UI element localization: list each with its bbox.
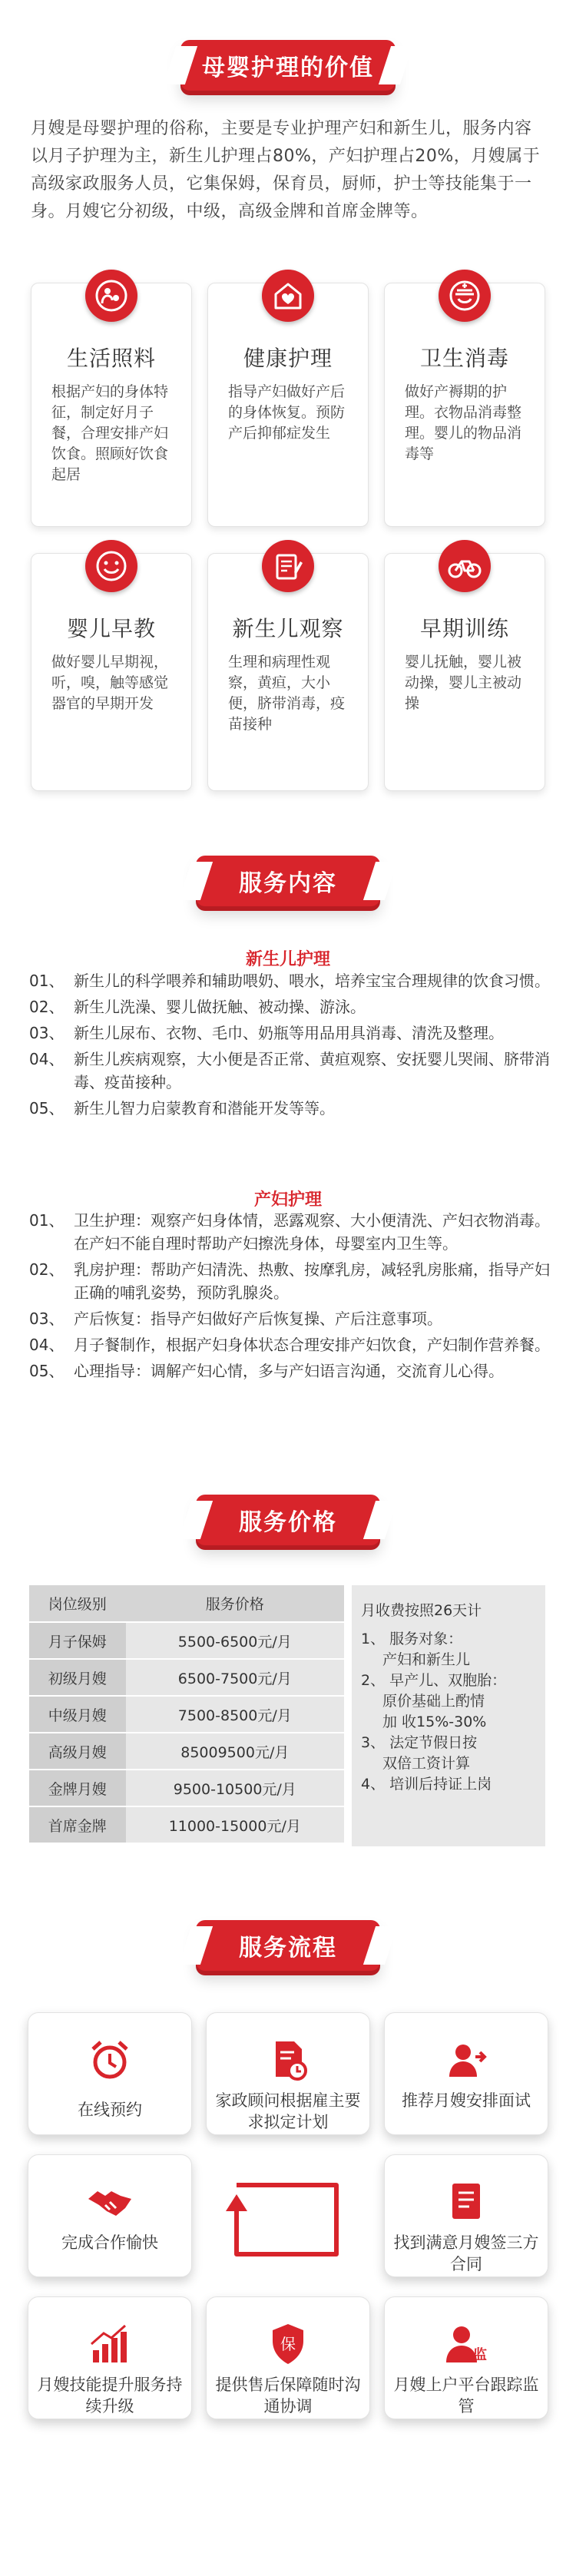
section-title-flow: 服务流程: [239, 1935, 337, 1962]
flow-step: [206, 2012, 370, 2135]
card-desc: 做好产褥期的护理。衣物品消毒整理。婴儿的物品消毒等: [405, 383, 522, 462]
heart-home-icon: [262, 270, 314, 322]
section-title-price: 服务价格: [239, 1509, 337, 1536]
service-card: [31, 283, 192, 527]
table-row: [29, 1622, 344, 1659]
flow-step: [28, 2154, 192, 2277]
service-card: [384, 283, 545, 527]
newborn-care-list: [29, 969, 559, 1123]
price-cell: 11000-15000元/月: [126, 1806, 344, 1843]
table-row: [29, 1696, 344, 1733]
note-line: 3、 法定节假日按: [361, 1734, 478, 1751]
bicycle-icon: [439, 540, 491, 592]
notepad-pen-icon: [262, 540, 314, 592]
flow-label: 找到满意月嫂签三方合同: [393, 2233, 539, 2273]
table-header-row: [29, 1585, 344, 1622]
item-number: 04、: [29, 1050, 65, 1068]
checklist-icon: [439, 2175, 493, 2229]
list-item: [29, 1258, 559, 1304]
header-cell: 服务价格: [126, 1585, 344, 1622]
item-number: 02、: [29, 998, 65, 1016]
service-card: [207, 553, 369, 791]
card-desc: 做好婴儿早期视，听，嗅，触等感觉器官的早期开发: [51, 654, 169, 712]
mother-baby-icon: [85, 270, 137, 322]
intro-paragraph: 月嫂是母婴护理的俗称，主要是专业护理产妇和新生儿，服务内容以月子护理为主，新生儿护理占80%，产妇护理占20%，月嫂属于高级家政服务人员，它集保姆，保育员，厨师，护士等技能集于一身。月嫂它分初级，中级，高级金牌和首席金牌等。: [31, 119, 541, 221]
card-title: 婴儿早教: [66, 616, 156, 641]
section-banner-price: [196, 1495, 380, 1545]
nurse-cap-icon: [439, 270, 491, 322]
item-number: 01、: [29, 1211, 65, 1230]
guarantee-icon-text: 保: [280, 2335, 296, 2353]
item-number: 02、: [29, 1260, 65, 1279]
flow-step: [28, 2296, 192, 2419]
card-title: 生活照料: [66, 346, 156, 371]
card-desc: 根据产妇的身体特征，制定好月子餐，合理安排产妇饮食。照顾好饮食起居: [51, 383, 169, 483]
section-banner-value: [180, 40, 396, 91]
header-cell: 岗位级别: [29, 1585, 126, 1622]
item-text: 新生儿智力启蒙教育和潜能开发等等。: [74, 1099, 335, 1117]
note-line: 月收费按照26天计: [361, 1602, 482, 1619]
item-text: 月子餐制作，根据产妇身体状态合理安排产妇饮食，产妇制作营养餐。: [74, 1336, 550, 1354]
item-number: 03、: [29, 1024, 65, 1042]
document-clock-icon: [261, 2033, 315, 2087]
card-desc: 生理和病理性观察，黄疸，大小便，脐带消毒，疫苗接种: [228, 654, 346, 733]
card-title: 卫生消毒: [419, 346, 509, 371]
card-title: 健康护理: [243, 346, 333, 371]
item-number: 01、: [29, 972, 65, 990]
item-number: 05、: [29, 1099, 65, 1117]
level-cell: 初级月嫂: [29, 1659, 126, 1696]
price-table: [29, 1585, 344, 1844]
flow-step: [28, 2012, 192, 2135]
item-number: 03、: [29, 1310, 65, 1328]
card-title: 早期训练: [419, 616, 509, 641]
growth-chart-icon: [83, 2317, 137, 2371]
flow-step: [384, 2012, 548, 2135]
list-item: [29, 1359, 559, 1382]
price-cell: 5500-6500元/月: [126, 1622, 344, 1659]
flow-label: 在线预约: [78, 2101, 142, 2119]
section-title-value: 母婴护理的价值: [202, 55, 374, 81]
flow-label: 推荐月嫂安排面试: [402, 2091, 531, 2110]
list-item: [29, 1021, 559, 1045]
level-cell: 月子保姆: [29, 1622, 126, 1659]
loop-arrow-icon: [206, 2154, 370, 2277]
flow-label: 完成合作愉快: [61, 2233, 158, 2252]
item-text: 产后恢复：指导产妇做好产后恢复操、产后注意事项。: [74, 1310, 442, 1328]
table-row: [29, 1733, 344, 1770]
card-desc: 指导产妇做好产后的身体恢复。预防产后抑郁症发生: [228, 383, 346, 442]
price-cell: 85009500元/月: [126, 1733, 344, 1770]
note-line: 4、 培训后持证上岗: [361, 1776, 492, 1793]
mother-care-title: 产妇护理: [253, 1190, 322, 1210]
card-desc: 婴儿抚触，婴儿被动操，婴儿主被动操: [405, 654, 522, 712]
section-banner-content: [196, 856, 380, 906]
item-text: 新生儿疾病观察，大小便是否正常、黄疸观察、安抚婴儿哭闹、脐带消毒、疫苗接种。: [74, 1050, 550, 1091]
price-notes: [352, 1585, 545, 1846]
guarantee-shield-icon: [261, 2317, 315, 2371]
level-cell: 首席金牌: [29, 1806, 126, 1843]
note-line: 加 收15%-30%: [382, 1713, 487, 1730]
service-card: [207, 283, 369, 527]
level-cell: 金牌月嫂: [29, 1770, 126, 1806]
supervisor-icon: [439, 2317, 493, 2371]
level-cell: 中级月嫂: [29, 1696, 126, 1733]
flow-step: [384, 2296, 548, 2419]
alarm-clock-icon: [83, 2033, 137, 2087]
item-text: 乳房护理：帮助产妇清洗、热敷、按摩乳房，减轻乳房胀痛，指导产妇正确的哺乳姿势，预防乳腺炎。: [74, 1260, 550, 1302]
table-row: [29, 1659, 344, 1696]
flow-step: [384, 2154, 548, 2277]
flow-label: 月嫂上户平台跟踪监管: [393, 2376, 539, 2415]
level-cell: 高级月嫂: [29, 1733, 126, 1770]
note-line: 产妇和新生儿: [382, 1651, 471, 1668]
flow-label: 家政顾问根据雇主要求拟定计划: [215, 2091, 361, 2131]
handshake-icon: [83, 2175, 137, 2229]
list-item: [29, 1097, 559, 1120]
list-item: [29, 995, 559, 1018]
section-banner-flow: [196, 1920, 380, 1971]
item-text: 新生儿洗澡、婴儿做抚触、被动操、游泳。: [74, 998, 366, 1016]
note-line: 原价基础上酌情: [382, 1693, 485, 1710]
item-number: 04、: [29, 1336, 65, 1354]
newborn-care-title: 新生儿护理: [245, 950, 330, 969]
list-item: [29, 969, 559, 992]
note-line: 双倍工资计算: [382, 1755, 471, 1772]
table-row: [29, 1770, 344, 1806]
card-title: 新生儿观察: [232, 616, 344, 641]
recommend-user-icon: [439, 2033, 493, 2087]
item-text: 新生儿的科学喂养和辅助喂奶、喂水，培养宝宝合理规律的饮食习惯。: [74, 972, 550, 990]
price-cell: 6500-7500元/月: [126, 1659, 344, 1696]
supervise-icon-text: 监: [473, 2347, 487, 2363]
flow-label: 月嫂技能提升服务持续升级: [37, 2376, 183, 2415]
flow-step: [206, 2296, 370, 2419]
mother-care-list: [29, 1209, 559, 1386]
table-row: [29, 1806, 344, 1843]
smile-face-icon: [85, 540, 137, 592]
note-line: 2、 早产儿、双胞胎：: [361, 1672, 507, 1689]
note-line: 1、 服务对象：: [361, 1631, 463, 1647]
flow-label: 提供售后保障随时沟通协调: [215, 2376, 361, 2415]
service-card: [384, 553, 545, 791]
list-item: [29, 1048, 559, 1094]
service-card: [31, 553, 192, 791]
section-title-content: 服务内容: [239, 870, 337, 897]
price-cell: 9500-10500元/月: [126, 1770, 344, 1806]
list-item: [29, 1209, 559, 1255]
item-number: 05、: [29, 1362, 65, 1380]
list-item: [29, 1333, 559, 1356]
item-text: 心理指导：调解产妇心情，多与产妇语言沟通，交流育儿心得。: [74, 1362, 504, 1380]
price-cell: 7500-8500元/月: [126, 1696, 344, 1733]
item-text: 卫生护理：观察产妇身体情，恶露观察、大小便清洗、产妇衣物消毒。在产妇不能自理时帮助产妇擦洗身体，母婴室内卫生等。: [74, 1211, 550, 1253]
item-text: 新生儿尿布、衣物、毛巾、奶瓶等用品用具消毒、清洗及整理。: [74, 1024, 504, 1042]
list-item: [29, 1307, 559, 1330]
